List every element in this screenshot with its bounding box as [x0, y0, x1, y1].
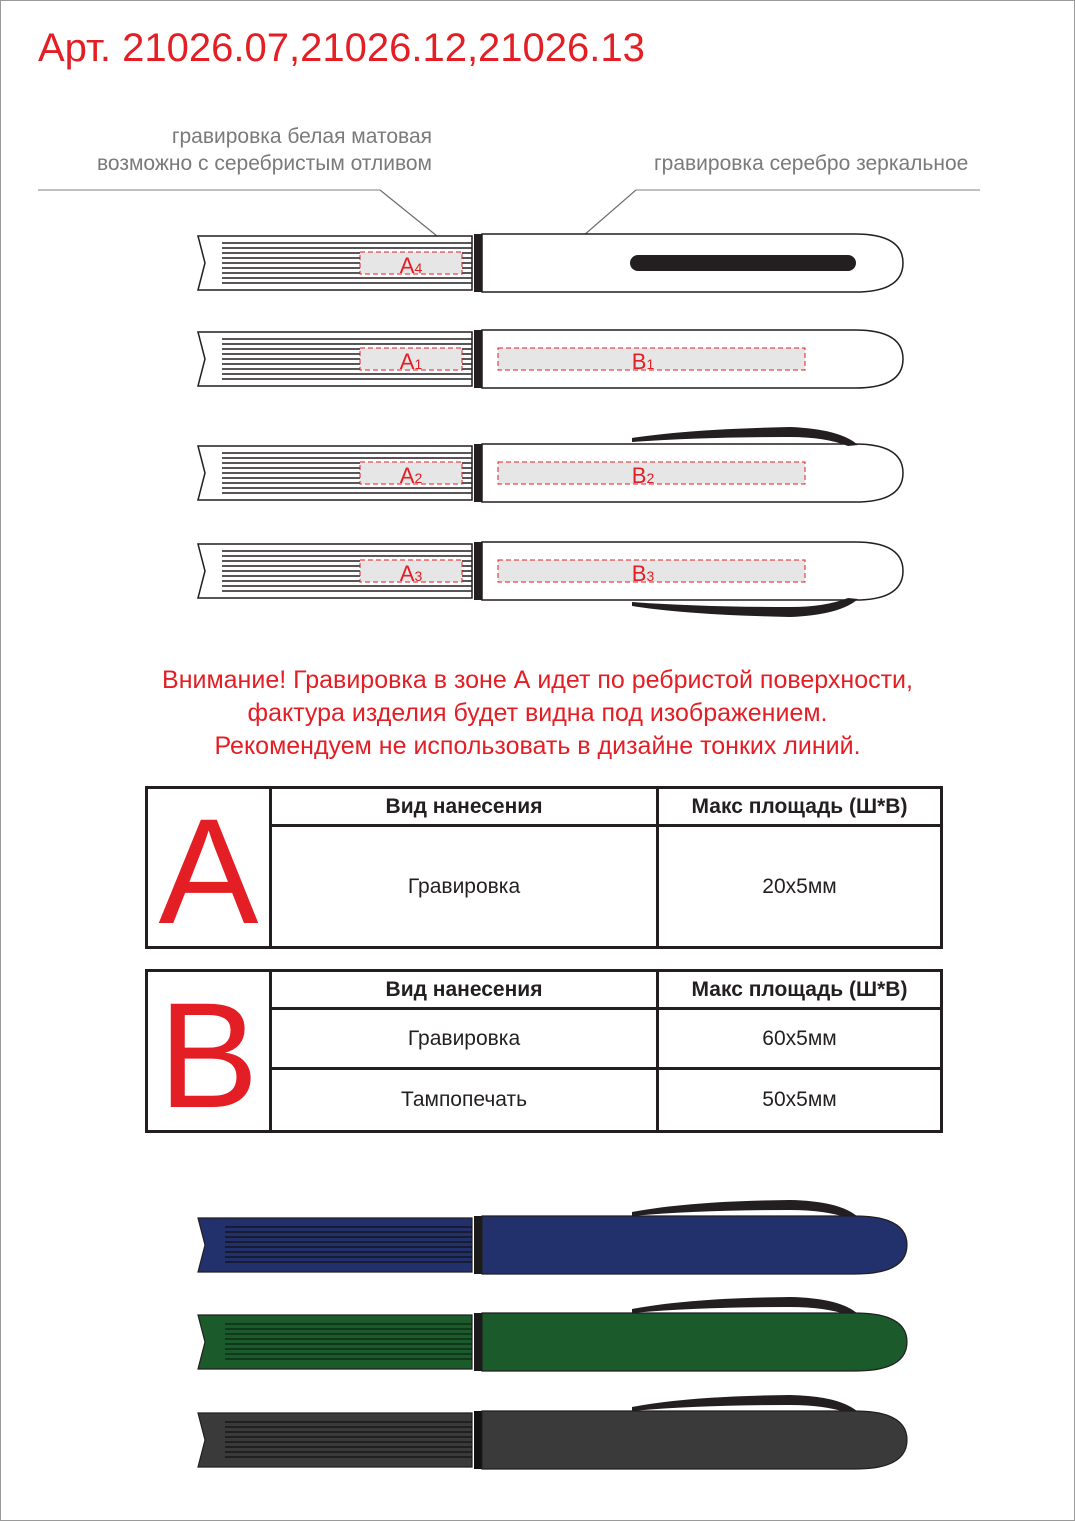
zone-a4-label: A4: [399, 253, 423, 278]
pen-color-black: [198, 1395, 907, 1469]
pen-color-green: [198, 1297, 907, 1371]
zone-b3-label: B3: [631, 561, 655, 586]
warning-line1: Внимание! Гравировка в зоне А идет по ребристой поверхности,: [162, 666, 913, 694]
zone-a1-label: A1: [399, 349, 423, 374]
clip-icon: [632, 427, 858, 446]
zone-b-header-method: Вид нанесения: [272, 972, 659, 1010]
zone-a2-label: A2: [399, 463, 423, 488]
zone-b-method-cell-2: Тампопечать: [272, 1070, 659, 1130]
zone-a3-label: A3: [399, 561, 423, 586]
callout-mirror-silver-engraving: гравировка серебро зеркальное: [654, 152, 969, 175]
zone-b-letter: B: [148, 972, 272, 1130]
zone-a-header-method: Вид нанесения: [272, 789, 659, 827]
warning-line2: фактура изделия будет видна под изображением.: [247, 699, 828, 727]
pen-outline-a3-b3: [198, 542, 903, 617]
clip-icon: [632, 598, 858, 617]
zone-b1-label: B1: [631, 349, 655, 374]
zone-b2-label: B2: [631, 463, 655, 488]
pen-outline-a1-b1: [198, 330, 903, 388]
warning-line3: Рекомендуем не использовать в дизайне тонких линий.: [214, 732, 861, 760]
zone-b-area-cell-1: 60х5мм: [659, 1010, 940, 1070]
pen-outline-a2-b2: [198, 427, 903, 502]
callout-left-line2: возможно с серебристым отливом: [97, 152, 432, 175]
pen-color-blue: [198, 1200, 907, 1274]
zone-b-method-cell-1: Гравировка: [272, 1010, 659, 1070]
engraving-warning: [0, 664, 1075, 763]
callout-right-leader: [583, 190, 636, 236]
callout-left-leader: [380, 190, 437, 236]
zone-b-header-area: Макс площадь (Ш*В): [659, 972, 940, 1010]
zone-b-area-cell-2: 50х5мм: [762, 1088, 837, 1111]
zone-a-letter: A: [148, 789, 272, 946]
clip-slot-icon: [630, 255, 856, 271]
zone-a-table: [145, 786, 943, 949]
callout-left-line1: гравировка белая матовая: [171, 125, 432, 148]
zone-a-header-area: Макс площадь (Ш*В): [659, 789, 940, 827]
zone-a-method-cell: Гравировка: [272, 827, 659, 946]
pen-outline-a4: [198, 234, 903, 292]
zone-b-table: [145, 969, 943, 1133]
zone-a-area-cell: 20х5мм: [762, 874, 837, 898]
article-title: Арт. 21026.07,21026.12,21026.13: [38, 26, 645, 70]
